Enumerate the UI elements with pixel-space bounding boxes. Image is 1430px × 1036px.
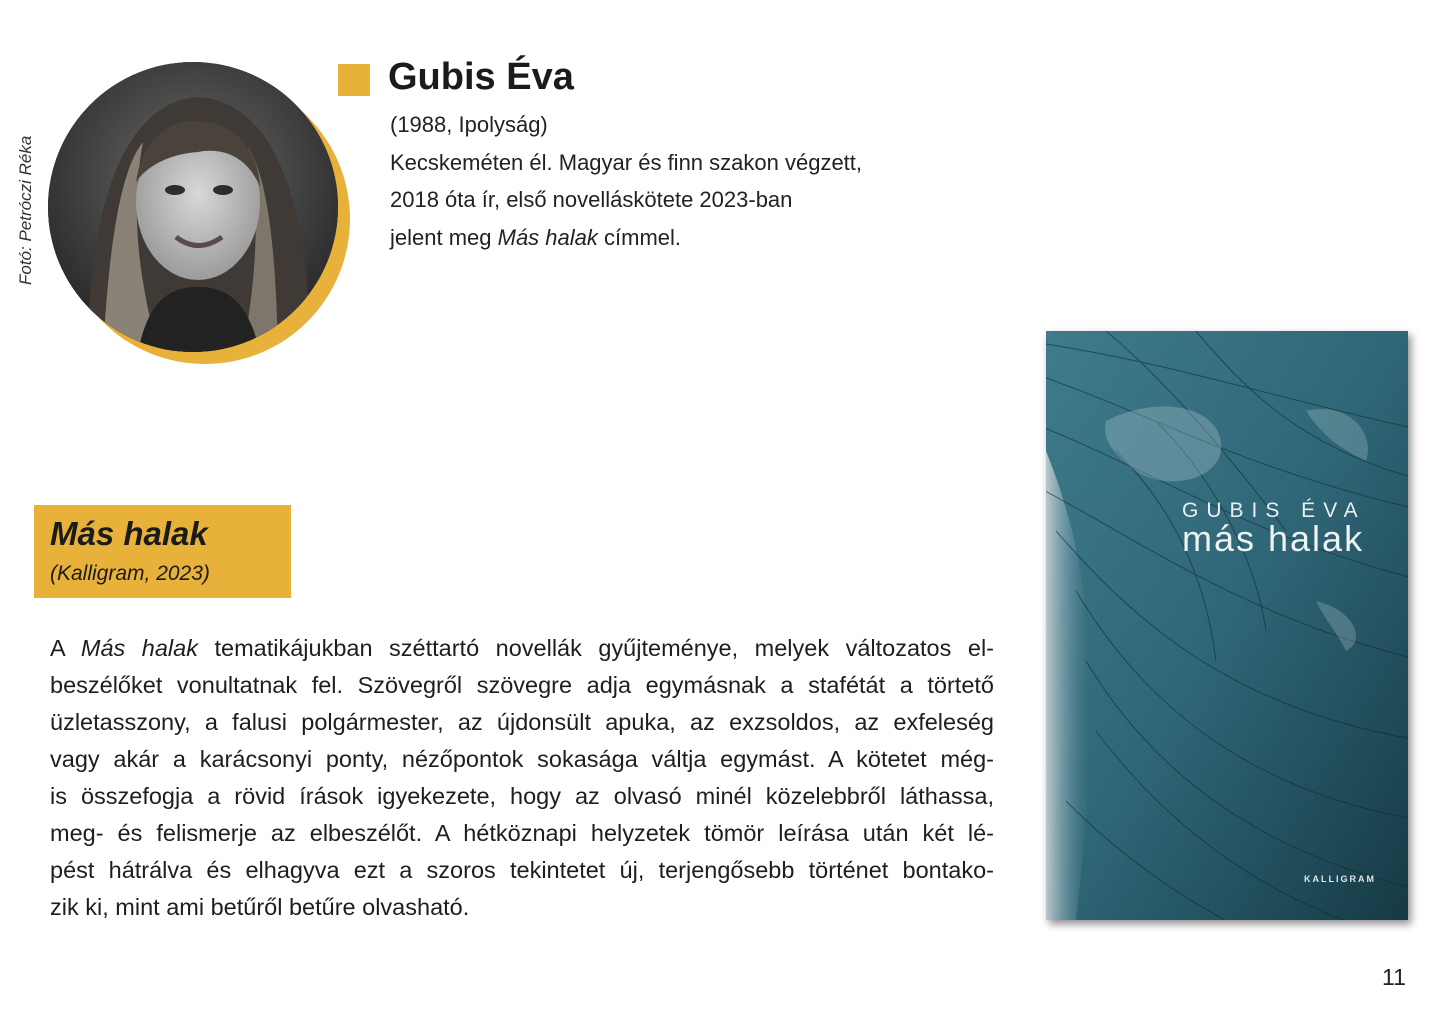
description-line: is összefogja a rövid írások igyekezete, hogy az olvasó minél közelebbről láthassa, [50, 783, 994, 809]
description-line: vagy akár a karácsonyi ponty, nézőpontok sokasága váltja egymást. A kötetet még- [50, 746, 994, 772]
cover-art [1046, 331, 1408, 920]
book-description [50, 630, 994, 926]
name-marker-square [338, 64, 370, 96]
book-publisher-year: (Kalligram, 2023) [50, 562, 210, 585]
portrait-photo [48, 62, 338, 352]
cover-author: GUBIS ÉVA [1182, 499, 1366, 522]
bio-line: (1988, Ipolyság) [390, 112, 548, 137]
description-line: zik ki, mint ami betűről betűre olvasható. [50, 894, 470, 920]
book-title-box [34, 505, 291, 598]
bio-line: 2018 óta ír, első novelláskötete 2023-ban [390, 187, 793, 212]
description-text: A [50, 635, 81, 661]
description-line: pést hátrálva és elhagyva ezt a szoros tekintetet új, terjengősebb történet bontako- [50, 857, 994, 883]
cover-title: más halak [1182, 518, 1365, 559]
description-line: üzletasszony, a falusi polgármester, az újdonsült apuka, az exzsoldos, az exfeleség [50, 709, 994, 735]
author-name: Gubis Éva [388, 56, 574, 98]
bio-book-title: Más halak [497, 224, 598, 250]
photo-credit: Fotó: Petróczi Réka [16, 135, 35, 285]
book-title: Más halak [50, 515, 208, 552]
description-line: meg- és felismerje az elbeszélőt. A hétköznapi helyzetek tömör leírása után két lé- [50, 820, 994, 846]
author-bio [390, 106, 950, 256]
cover-publisher: KALLIGRAM [1304, 874, 1376, 884]
bio-text: jelent meg [390, 224, 498, 250]
page-number: 11 [1382, 964, 1406, 990]
book-cover [1046, 331, 1408, 920]
author-portrait [48, 62, 353, 364]
bio-line [390, 219, 950, 257]
bio-text: címmel. [597, 224, 682, 250]
description-text: tematikájukban széttartó novellák gyűjteménye, melyek változatos el- [197, 635, 994, 661]
description-line: beszélőket vonultatnak fel. Szövegről szövegre adja egymásnak a stafétát a törtető [50, 672, 994, 698]
bio-line: Kecskeméten él. Magyar és finn szakon végzett, [390, 149, 863, 175]
description-line [50, 630, 994, 667]
description-book-title: Más halak [80, 635, 198, 661]
